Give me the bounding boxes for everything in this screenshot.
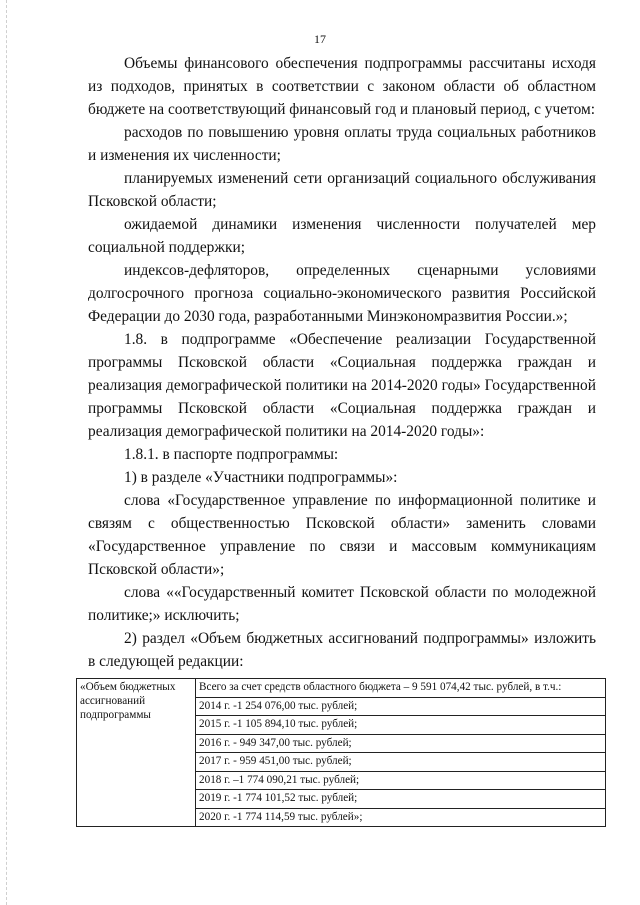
page-number: 17 [314,32,326,46]
paragraph-exclude-words: слова ««Государственный комитет Псковской области по молодежной политике;» исключить; [88,584,596,624]
page-edge [6,0,7,905]
paragraph-network-changes: планируемых изменений сети организаций социального обслуживания Псковской области; [88,170,596,210]
budget-label-cell: «Объем бюджетных ассигнований подпрограммы [77,679,196,827]
paragraph-replace-words: слова «Государственное управление по информационной политике и связям с общественностью Псковской области» заменить словами «Государственное управление по связи и массовым коммуникациям Псковской области»; [88,492,596,578]
budget-year-2015: 2015 г. -1 105 894,10 тыс. рублей; [196,715,605,734]
budget-year-2014: 2014 г. -1 254 076,00 тыс. рублей; [196,697,605,716]
budget-year-2018: 2018 г. –1 774 090,21 тыс. рублей; [196,771,605,790]
budget-table [76,678,606,827]
document-body [88,52,596,673]
budget-year-2017: 2017 г. - 959 451,00 тыс. рублей; [196,752,605,771]
paragraph-funding-intro: Объемы финансового обеспечения подпрограммы рассчитаны исходя из подходов, принятых в соответствии с законом области об областном бюджете на соответствующий финансовый год и плановый период, с учетом: [88,55,596,118]
paragraph-section-1-8-1: 1.8.1. в паспорте подпрограммы: [124,446,339,463]
paragraph-participants-section: 1) в разделе «Участники подпрограммы»: [124,469,398,486]
table-row [77,679,606,827]
budget-values-cell [196,679,606,827]
paragraph-recipient-dynamics: ожидаемой динамики изменения численности получателей мер социальной поддержки; [88,216,596,256]
budget-year-2020: 2020 г. -1 774 114,59 тыс. рублей»; [196,808,605,827]
paragraph-salary-expenses: расходов по повышению уровня оплаты труда социальных работников и изменения их численности; [88,124,596,164]
budget-year-2019: 2019 г. -1 774 101,52 тыс. рублей; [196,789,605,808]
paragraph-deflator-indices: индексов-дефляторов, определенных сценарными условиями долгосрочного прогноза социально-экономического развития Российской Федерации до 2030 года, разработанными Минэкономразвития России.»; [88,262,596,325]
budget-year-2016: 2016 г. - 949 347,00 тыс. рублей; [196,734,605,753]
paragraph-section-1-8: 1.8. в подпрограмме «Обеспечение реализации Государственной программы Псковской области «Социальная поддержка граждан и реализация демографической политики на 2014-2020 годы» Государственной программы Псковской области «Социальная поддержка граждан и реализация демографической политики на 2014-2020 годы»: [88,331,596,440]
budget-total: Всего за счет средств областного бюджета – 9 591 074,42 тыс. рублей, в т.ч.: [199,681,562,693]
paragraph-budget-section: 2) раздел «Объем бюджетных ассигнований подпрограммы» изложить в следующей редакции: [88,630,596,670]
